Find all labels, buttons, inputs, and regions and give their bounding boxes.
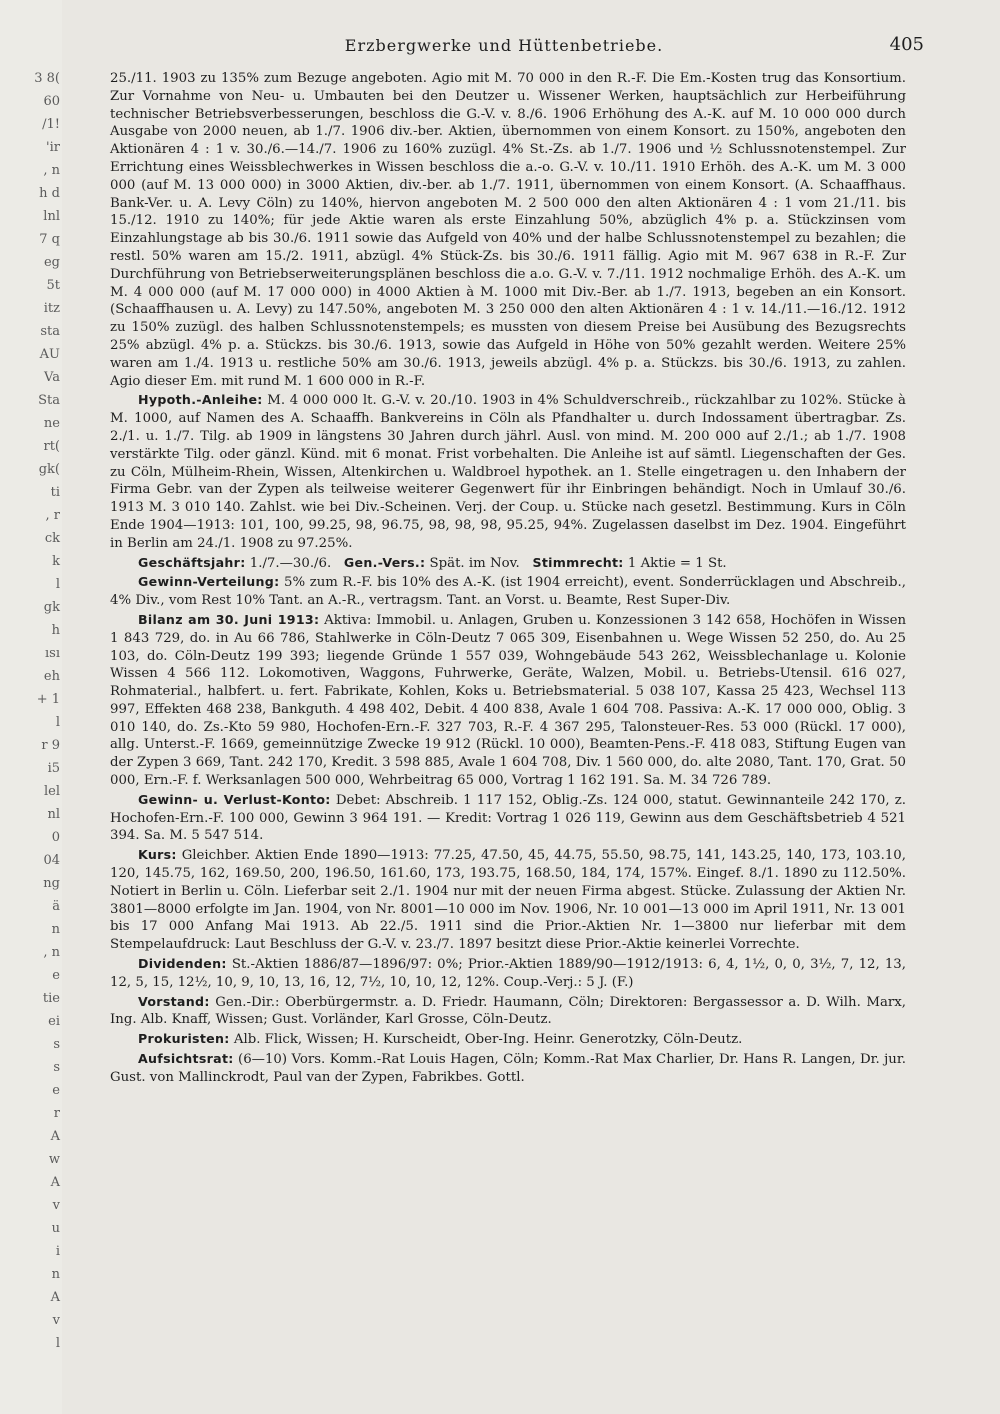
bleed-fragment: 7 q: [39, 232, 60, 247]
binding-edge: [0, 0, 62, 1414]
bleed-fragment: i: [55, 1244, 60, 1259]
paragraph-text: 25./11. 1903 zu 135% zum Bezuge angeboten. Agio mit M. 70 000 in den R.-F. Die Em.-Kosten trug das Konsortium. Zur Vornahme von Neu- u. Umbauten bei den Deutzer u. Wissener Werken, hauptsächlich zur Herbeiführung technischer Betriebsverbesserungen, beschloss die G.-V. v. 8./6. 1906 Erhöhung des A.-K. auf M. 10 000 000 durch Ausgabe von 2000 neuen, ab 1./7. 1906 div.-ber. Aktien, übernommen von einem Konsort. zu 150%, angeboten den Aktionären 4 : 1 v. 30./6.—14./7. 1906 zu 160% zuzügl. 4% St.-Zs. ab 1./7. 1906 und ½ Schlussnotenstempel. Zur Errichtung eines Weissblechwerkes in Wissen beschloss die a.-o. G.-V. v. 10./11. 1910 Erhöh. des A.-K. um M. 3 000 000 (auf M. 13 000 000) in 3000 Aktien, div.-ber. ab 1./7. 1911, übernommen von einem Konsort. (A. Schaaffhaus. Bank-Ver. u. A. Levy Cöln) zu 140%, hiervon angeboten M. 2 500 000 den alten Aktionären 4 : 1 vom 21./11. bis 15./12. 1910 zu 140%; für jede Aktie waren als erste Einzahlung 50%, abzüglich 4% p. a. Stückzinsen vom Einzahlungstage ab bis 30./6. 1911 sowie das Aufgeld von 40% und der halbe Schlussnotenstempel zu bezahlen; die restl. 50% waren am 15./2. 1911, abzügl. 4% Stück-Zs. bis 30./6. 1911 fällig. Agio mit M. 967 638 in R.-F. Zur Durchführung von Betriebserweiterungsplänen beschloss die a.o. G.-V. v. 7./11. 1912 nochmalige Erhöh. des A.-K. um M. 4 000 000 (auf M. 17 000 000) in 4000 Aktien à M. 1000 mit Div.-Ber. ab 1./7. 1913, begeben an ein Konsort. (Schaaffhausen u. A. Levy) zu 147.50%, angeboten M. 3 250 000 den alten Aktionären 4 : 1 v. 14./11.—16./12. 1912 zu 150% zuzügl. des halben Schlussnotenstempels; es mussten von diesem Preise bei Ausübung des Bezugsrechts 25% abzügl. 4% p. a. Stückzs. bis 30./6. 1913, sowie das Aufgeld in Höhe von 50% gezahlt werden. Weitere 25% waren am 1./4. 1913 u. restliche 50% am 30./6. 1913, jeweils abzügl. 4% p. a. Stückzs. bis 30./6. 1913, zu zahlen. Agio dieser Em. mit rund M. 1 600 000 in R.-F.: [110, 71, 906, 389]
paragraph-capital-history: [110, 70, 906, 390]
paragraph-board: [110, 993, 906, 1030]
paragraph-text: Gen.-Dir.: Oberbürgermstr. a. D. Friedr. Haumann, Cöln; Direktoren: Bergassessor a. D. Wilh. Marx, Ing. Alb. Knaff, Wissen; Gust. Vorländer, Karl Grosse, Cöln-Deutz.: [110, 994, 906, 1028]
paragraph-label: Gewinn-Verteilung:: [138, 574, 280, 590]
bleed-fragment: ck: [44, 531, 60, 546]
bleed-fragment: e: [52, 968, 60, 983]
bleed-fragment: u: [51, 1221, 60, 1236]
bleed-fragment: Sta: [38, 393, 60, 408]
paragraph-text: St.-Aktien 1886/87—1896/97: 0%; Prior.-Aktien 1889/90—1912/1913: 6, 4, 1½, 0, 0, 3½, 7, 12, 13, 12, 5, 15, 12½, 10, 9, 10, 13, 16, 12, 7½, 10, 10, 12, 12%. Coup.-Verj.: 5 J. (F.): [110, 957, 906, 990]
paragraph-text: M. 4 000 000 lt. G.-V. v. 20./10. 1903 in 4% Schuldverschreib., rückzahlbar zu 102%. Stücke à M. 1000, auf Namen des A. Schaaffh. Bankvereins in Cöln als Pfandhalter u. durch Indossament übertragbar. Zs. 2./1. u. 1./7. Tilg. ab 1909 in längstens 30 Jahren durch jährl. Ausl. von mind. M. 200 000 auf 2./1.; ab 1./7. 1908 verstärkte Tilg. oder gänzl. Künd. mit 6 monat. Frist vorbehalten. Die Anleihe ist auf sämtl. Liegenschaften der Ges. zu Cöln, Mülheim-Rhein, Wissen, Altenkirchen u. Waldbroel hypothek. an 1. Stelle eingetragen u. den Inhabern der Firma Gebr. van der Zypen als teilweise weiterer Gegenwert für ihr Einbringen behändigt. Noch in Umlauf 30./6. 1913 M. 3 010 140. Zahlst. wie bei Div.-Scheinen. Verj. der Coup. u. Stücke nach gesetzl. Bestimmung. Kurs in Cöln Ende 1904—1913: 101, 100, 99.25, 98, 96.75, 98, 98, 98, 95.25, 94%. Zugelassen daselbst im Dez. 1904. Eingeführt in Berlin am 24./1. 1908 zu 97.25%.: [110, 393, 906, 551]
text-block: [110, 70, 906, 1088]
bleed-fragment: Va: [44, 370, 60, 385]
paragraph-label: Gen.-Vers.:: [343, 554, 426, 570]
paragraph-proxies: [110, 1030, 906, 1049]
paragraph-profit-loss: [110, 791, 906, 845]
bleed-fragment: /1!: [42, 117, 60, 132]
bleed-fragment: tie: [42, 991, 60, 1006]
bleed-fragment: w: [48, 1152, 60, 1167]
paragraph-supervisory-board: [110, 1050, 906, 1087]
bleed-fragment: l: [55, 715, 60, 730]
paragraph-text: Spät. im Nov.: [429, 555, 520, 571]
bleed-fragment: l: [55, 577, 60, 592]
paragraph-label: Aufsichtsrat:: [138, 1051, 234, 1067]
paragraph-text: Alb. Flick, Wissen; H. Kurscheidt, Ober-Ing. Heinr. Generotzky, Cöln-Deutz.: [233, 1032, 743, 1048]
bleed-fragment: + 1: [36, 692, 60, 707]
bleed-fragment: nl: [47, 807, 60, 822]
paragraph-share-price: [110, 846, 906, 954]
paragraph-label: Prokuristen:: [138, 1031, 230, 1047]
paragraph-text: Debet: Abschreib. 1 117 152, Oblig.-Zs. 124 000, statut. Gewinnanteile 242 170, z. Hochofen-Ern.-F. 100 000, Gewinn 3 964 191. — Kredit: Vortrag 1 026 119, Gewinn aus dem Geschäftsbetrieb 4 521 394. Sa. M. 5 547 514.: [110, 792, 906, 844]
bleed-fragment: itz: [43, 301, 60, 316]
bleed-fragment: gk: [43, 600, 60, 615]
bleed-fragment: A: [50, 1175, 60, 1190]
bleed-fragment: v: [52, 1313, 60, 1328]
paragraph-label: Bilanz am 30. Juni 1913:: [138, 611, 320, 627]
bleed-fragment: gk(: [38, 462, 60, 477]
bleed-fragment: 'ir: [46, 140, 60, 155]
paragraph-label: Gewinn- u. Verlust-Konto:: [138, 791, 331, 807]
paragraph-text: 1./7.—30./6.: [249, 555, 332, 571]
bleed-fragment: ng: [43, 876, 60, 891]
bleed-fragment: lel: [43, 784, 60, 799]
paragraph-profit-distribution: [110, 573, 906, 610]
bleed-fragment: v: [52, 1198, 60, 1213]
bleed-fragment: ä: [52, 899, 60, 914]
paragraph-label: Geschäftsjahr:: [138, 554, 246, 570]
bleed-fragment: ei: [48, 1014, 60, 1029]
bleed-fragment: AU: [39, 347, 60, 362]
bleed-fragment: A: [50, 1290, 60, 1305]
bleed-fragment: l: [55, 1336, 60, 1351]
bleed-fragment: r: [53, 1106, 60, 1121]
bleed-fragment: ne: [43, 416, 60, 431]
paragraph-dividends: [110, 955, 906, 992]
bleed-fragment: lnl: [43, 209, 60, 224]
bleed-fragment: h: [51, 623, 60, 638]
bleed-fragment: k: [52, 554, 60, 569]
paragraph-text: (6—10) Vors. Komm.-Rat Louis Hagen, Cöln; Komm.-Rat Max Charlier, Dr. Hans R. Langen, Dr. jur. Gust. von Mallinckrodt, Paul van der Zypen, Fabrikbes. Gottl.: [110, 1052, 906, 1085]
bleed-fragment: n: [51, 1267, 60, 1282]
bleed-fragment: sta: [40, 324, 60, 339]
bleed-fragment: ısı: [45, 646, 60, 661]
paragraph-label: Hypoth.-Anleihe:: [138, 392, 263, 408]
paragraph-text: Aktiva: Immobil. u. Anlagen, Gruben u. Konzessionen 3 142 658, Hochöfen in Wissen 1 843 729, do. in Au 66 786, Stahlwerke in Cöln-Deutz 7 065 309, Eisenbahnen u. Wege Wissen 52 250, do. Au 25 103, do. Cöln-Deutz 199 393; liegende Gründe 1 557 039, Wohngebäude 543 262, Weissblechanlage u. Kolonie Wissen 4 566 112. Lokomotiven, Waggons, Fuhrwerke, Geräte, Walzen, Mobil. u. Betriebs-Utensil. 616 027, Rohmaterial., halbfert. u. fert. Fabrikate, Kohlen, Koks u. Betriebsmaterial. 5 038 107, Kassa 25 423, Wechsel 113 997, Effekten 468 238, Bankguth. 4 498 402, Debit. 4 400 838, Avale 1 604 708. Passiva: A.-K. 17 000 000, Oblig. 3 010 140, do. Zs.-Kto 59 980, Hochofen-Ern.-F. 327 703, R.-F. 4 367 295, Talonsteuer-Res. 53 000 (Rückl. 17 000), allg. Unterst.-F. 1669, gemeinnützige Zwecke 19 912 (Rückl. 10 000), Beamten-Pens.-F. 418 083, Stiftung Eugen van der Zypen 3 669, Tant. 242 170, Kredit. 3 598 885, Avale 1 604 708, Div. 1 560 000, do. alte 2080, Tant. 170, Grat. 50 000, Ern.-F. f. Werksanlagen 500 000, Wehrbeitrag 65 000, Vortrag 1 162 191. Sa. M. 34 726 789.: [110, 612, 907, 789]
bleed-fragment: r 9: [41, 738, 60, 753]
paragraph-label: Stimmrecht:: [532, 554, 624, 570]
bleed-fragment: , n: [43, 945, 60, 960]
paragraph-text: 5% zum R.-F. bis 10% des A.-K. (ist 1904 erreicht), event. Sonderrücklagen und Abschreib., 4% Div., vom Rest 10% Tant. an A.-R., vertragsm. Tant. an Vorst. u. Beamte, Rest Super-Div.: [110, 575, 906, 609]
paragraph-text: 1 Aktie = 1 St.: [627, 555, 727, 571]
paragraph-label: Kurs:: [138, 847, 177, 863]
bleed-fragment: s: [53, 1037, 60, 1052]
bleed-fragment: 5t: [46, 278, 60, 293]
paragraph-text: Gleichber. Aktien Ende 1890—1913: 77.25, 47.50, 45, 44.75, 55.50, 98.75, 141, 143.25, 140, 173, 103.10, 120, 145.75, 162, 169.50, 200, 196.50, 161.60, 173, 193.75, 168.50, 184, 174, 157%. Eingef. 8./1. 1890 zu 112.50%. Notiert in Berlin u. Cöln. Lieferbar seit 2./1. 1904 nur mit der neuen Firma abgest. Stücke. Zulassung der Aktien Nr. 3801—8000 erfolgte im Jan. 1904, von Nr. 8001—10 000 im Nov. 1906, Nr. 10 001—13 000 im April 1911, Nr. 13 001 bis 17 000 Anfang Mai 1913. Ab 22./5. 1911 sind die Prior.-Aktien Nr. 1—3800 nur lieferbar mit dem Stempelaufdruck: Laut Beschluss der G.-V. v. 23./7. 1897 besitzt diese Prior.-Aktie keinerlei Vorrechte.: [110, 848, 906, 953]
bleed-fragment: , n: [43, 163, 60, 178]
paragraph-label: Dividenden:: [138, 956, 227, 972]
bleed-fragment: , r: [45, 508, 60, 523]
page-number: 405: [889, 34, 924, 55]
page-header: [92, 34, 924, 60]
bleed-fragment: e: [52, 1083, 60, 1098]
bleed-fragment: 3 8(: [34, 71, 60, 86]
bleed-fragment: 04: [43, 853, 60, 868]
bleed-fragment: eg: [43, 255, 60, 270]
bleed-fragment: A: [50, 1129, 60, 1144]
bleed-fragment: n: [51, 922, 60, 937]
bleed-fragment: h d: [39, 186, 60, 201]
bleed-fragment: eh: [43, 669, 60, 684]
paragraph-mortgage-loan: [110, 391, 906, 552]
bleed-fragment: 0: [51, 830, 60, 845]
bleed-fragment: s: [53, 1060, 60, 1075]
paragraph-balance-sheet: [110, 611, 906, 790]
paragraph-label: Vorstand:: [138, 993, 210, 1009]
bleed-fragment: ti: [50, 485, 60, 500]
paragraph-fiscal-year: [110, 554, 906, 573]
bleed-fragment: i5: [47, 761, 60, 776]
bleed-fragment: 60: [43, 94, 60, 109]
running-title: Erzbergwerke und Hüttenbetriebe.: [344, 36, 664, 55]
bleed-fragment: rt(: [43, 439, 60, 454]
